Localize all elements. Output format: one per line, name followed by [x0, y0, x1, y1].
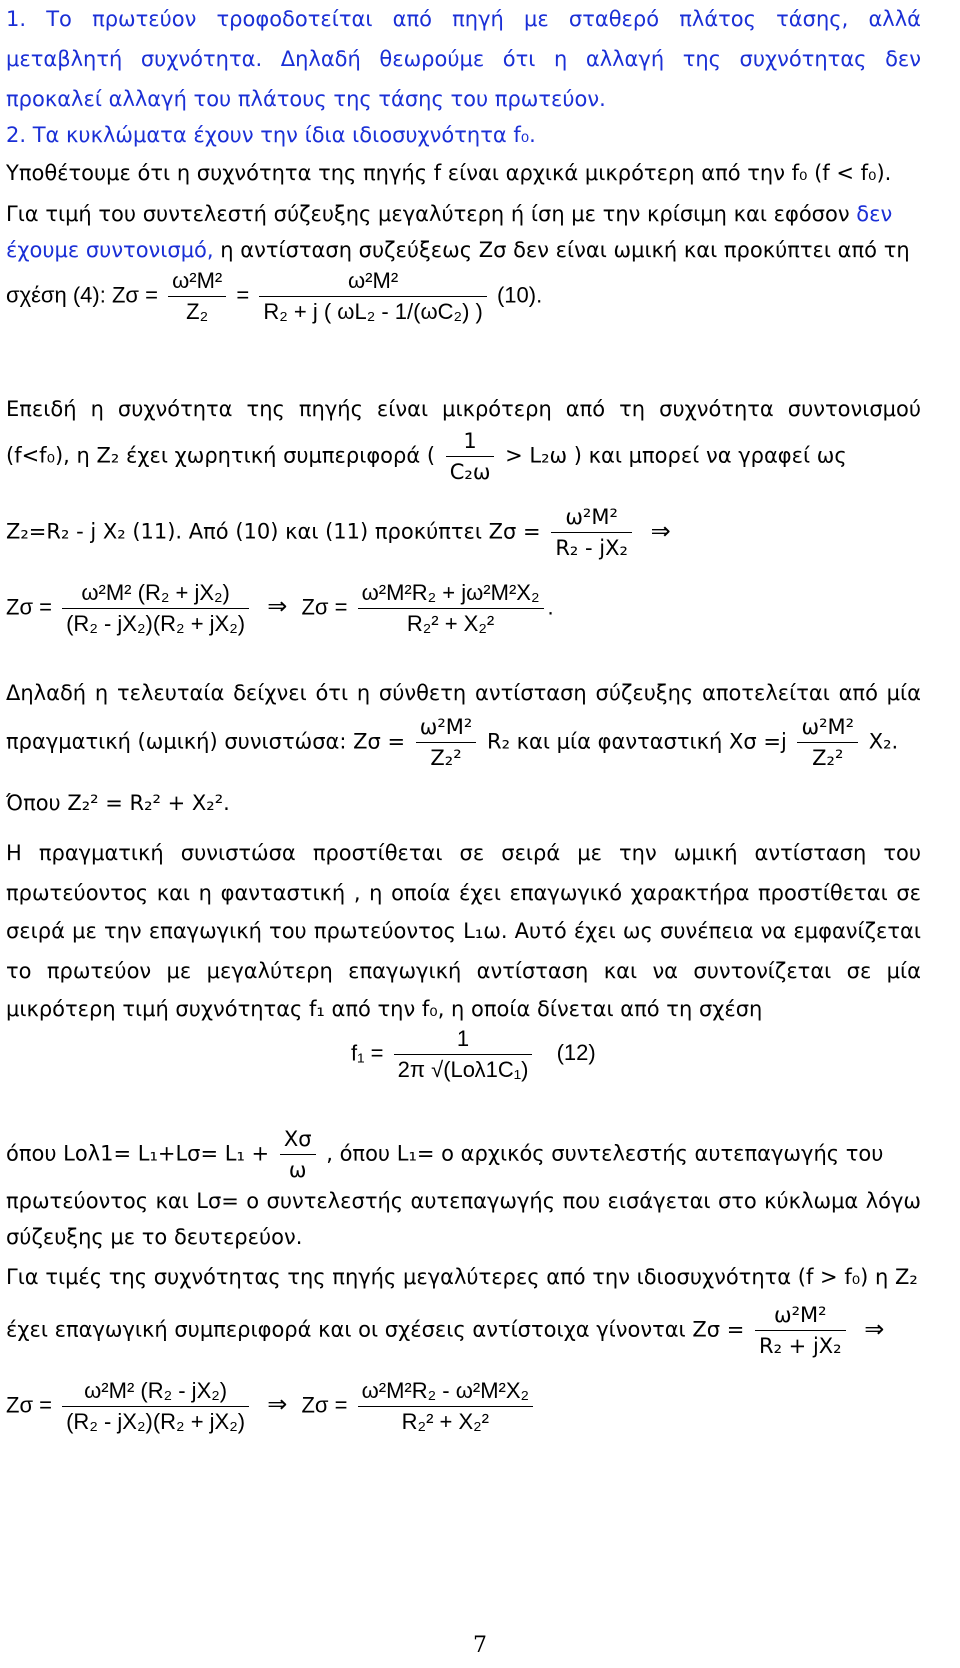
- paragraph-components-line1: Δηλαδή η τελευταία δείχνει ότι η σύνθετη αντίσταση σύζευξης αποτελείται από μία: [6, 681, 921, 705]
- paragraph-capacitive-line1: Επειδή η συχνότητα της πηγής είναι μικρότερη από τη συχνότητα συντονισμού: [6, 397, 921, 421]
- list-item-1-line1: 1. Το πρωτεύον τροφοδοτείται από πηγή με σταθερό πλάτος τάσης, αλλά: [6, 7, 921, 31]
- list-item-2: 2. Τα κυκλώματα έχουν την ίδια ιδιοσυχνότητα f₀.: [6, 123, 536, 147]
- paragraph-series-line4: το πρωτεύον με μεγαλύτερη επαγωγική αντίσταση και να συντονίζεται σε μία: [6, 959, 921, 983]
- paragraph-coupling-line1: Για τιμή του συντελεστή σύζευξης μεγαλύτερη ή ίση με την κρίσιμη και εφόσον δεν: [6, 202, 893, 226]
- eq-expanded-frac2: $\frac{\text{ω²M²R₂ + jω²M²X₂}}{\text{R₂² + X₂²}}$: [358, 580, 544, 637]
- paragraph-higher-freq-line1: Για τιμές της συχνότητας της πηγής μεγαλύτερες από την ιδιοσυχνότητα (f > f₀) η Z₂: [6, 1265, 918, 1289]
- frac-1-over-c2w: $\frac{1}{\text{C₂ω}}$: [446, 428, 495, 485]
- eq-expanded-frac1: $\frac{\text{ω²M² (R₂ + jX₂)}}{\text{(R₂ - jX₂)(R₂ + jX₂)}}$: [62, 580, 249, 637]
- paragraph-higher-freq-line2: έχει επαγωγική συμπεριφορά και οι σχέσεις αντίστοιχα γίνονται Zσ = $\frac{\text{ω²M²}}{\text{R₂ + jX₂}}$ ⇒: [6, 1303, 885, 1358]
- equation-expanded-capacitive: Zσ = $\frac{\text{ω²M² (R₂ + jX₂)}}{\text{(R₂ - jX₂)(R₂ + jX₂)}}$ ⇒ Zσ = $\frac{\text{ω²M²R₂ + jω²M²X₂}}{\text{R₂² + X₂²}}$ .: [6, 580, 554, 636]
- eq11-frac: $\frac{\text{ω²M²}}{\text{R₂ - jX₂}}$: [551, 504, 632, 561]
- equation-12: f₁ = $\frac{1}{\text{2π √(Lολ1C₁)}}$ (12): [351, 1026, 596, 1082]
- paragraph-inductance-line2: πρωτεύοντος και Lσ= ο συντελεστής αυτεπαγωγής που εισάγεται στο κύκλωμα λόγω: [6, 1189, 921, 1213]
- paragraph-series-line1: Η πραγματική συνιστώσα προστίθεται σε σειρά με την ωμική αντίσταση του: [6, 841, 921, 865]
- paragraph-eq11: Z₂=R₂ - j X₂ (11). Από (10) και (11) προκύπτει Zσ = $\frac{\text{ω²M²}}{\text{R₂ - jX₂}}$ ⇒: [6, 505, 671, 560]
- eq-inductive-frac2: $\frac{\text{ω²M²R₂ - ω²M²X₂}}{\text{R₂² + X₂²}}$: [358, 1378, 534, 1435]
- imag-part-frac: $\frac{\text{ω²M²}}{\text{Z₂²}}$: [797, 714, 858, 771]
- eq10-frac1: $\frac{\text{ω²M²}}{\text{Z₂}}$: [168, 268, 226, 325]
- paragraph-assumption: Υποθέτουμε ότι η συχνότητα της πηγής f είναι αρχικά μικρότερη από την f₀ (f < f₀).: [6, 161, 892, 185]
- paragraph-series-line2: πρωτεύοντος και η φανταστική , η οποία έχει επαγωγικό χαρακτήρα προστίθεται σε: [6, 881, 921, 905]
- page-number: 7: [473, 1633, 487, 1658]
- xs-over-w-frac: $\frac{X\sigma}{\omega}$: [280, 1126, 316, 1183]
- equation-10: σχέση (4): Zσ = $\frac{\text{ω²M²}}{\text{Z₂}}$ = $\frac{\text{ω²M²}}{\text{R₂ + j ( ωL₂ - 1/(ωC₂) )}}$ (10).: [6, 268, 543, 324]
- real-part-frac: $\frac{\text{ω²M²}}{\text{Z₂²}}$: [416, 714, 477, 771]
- paragraph-inductance-line3: σύζευξης με το δευτερεύον.: [6, 1225, 303, 1249]
- eq12-frac: $\frac{1}{\text{2π √(Lολ1C₁)}}$: [394, 1026, 533, 1083]
- paragraph-series-line5: μικρότερη τιμή συχνότητας f₁ από την f₀, η οποία δίνεται από τη σχέση: [6, 997, 763, 1021]
- paragraph-capacitive-line2: (f<f₀), η Z₂ έχει χωρητική συμπεριφορά ( $\frac{1}{\text{C₂ω}}$ > L₂ω ) και μπορεί να γραφεί ως: [6, 429, 847, 484]
- paragraph-where-z2: Όπου Z₂² = R₂² + X₂².: [6, 791, 230, 815]
- eq10-frac2: $\frac{\text{ω²M²}}{\text{R₂ + j ( ωL₂ - 1/(ωC₂) )}}$: [259, 268, 486, 325]
- eq-inductive-frac1: $\frac{\text{ω²M² (R₂ - jX₂)}}{\text{(R₂ - jX₂)(R₂ + jX₂)}}$: [62, 1378, 249, 1435]
- paragraph-coupling-line2: έχουμε συντονισμό, η αντίσταση συζεύξεως Zσ δεν είναι ωμική και προκύπτει από τη: [6, 238, 910, 262]
- paragraph-inductance-line1: όπου Lολ1= L₁+Lσ= L₁ + $\frac{X\sigma}{\omega}$ , όπου L₁= ο αρχικός συντελεστής αυτεπαγωγής του: [6, 1127, 884, 1182]
- inductive-frac: $\frac{\text{ω²M²}}{\text{R₂ + jX₂}}$: [755, 1302, 846, 1359]
- paragraph-series-line3: σειρά με την επαγωγική του πρωτεύοντος L₁ω. Αυτό έχει ως συνέπεια να εμφανίζεται: [6, 919, 921, 943]
- list-item-1-line3: προκαλεί αλλαγή του πλάτους της τάσης του πρωτεύον.: [6, 87, 606, 111]
- list-item-1-line2: μεταβλητή συχνότητα. Δηλαδή θεωρούμε ότι η αλλαγή της συχνότητας δεν: [6, 47, 921, 71]
- equation-expanded-inductive: Zσ = $\frac{\text{ω²M² (R₂ - jX₂)}}{\text{(R₂ - jX₂)(R₂ + jX₂)}}$ ⇒ Zσ = $\frac{\text{ω²M²R₂ - ω²M²X₂}}{\text{R₂² + X₂²}}$: [6, 1378, 537, 1435]
- paragraph-components-line2: πραγματική (ωμική) συνιστώσα: Zσ = $\frac{\text{ω²M²}}{\text{Z₂²}}$ R₂ και μία φανταστική Xσ =j $\frac{\text{ω²M²}}{\text{Z₂²}}$ X₂.: [6, 715, 899, 770]
